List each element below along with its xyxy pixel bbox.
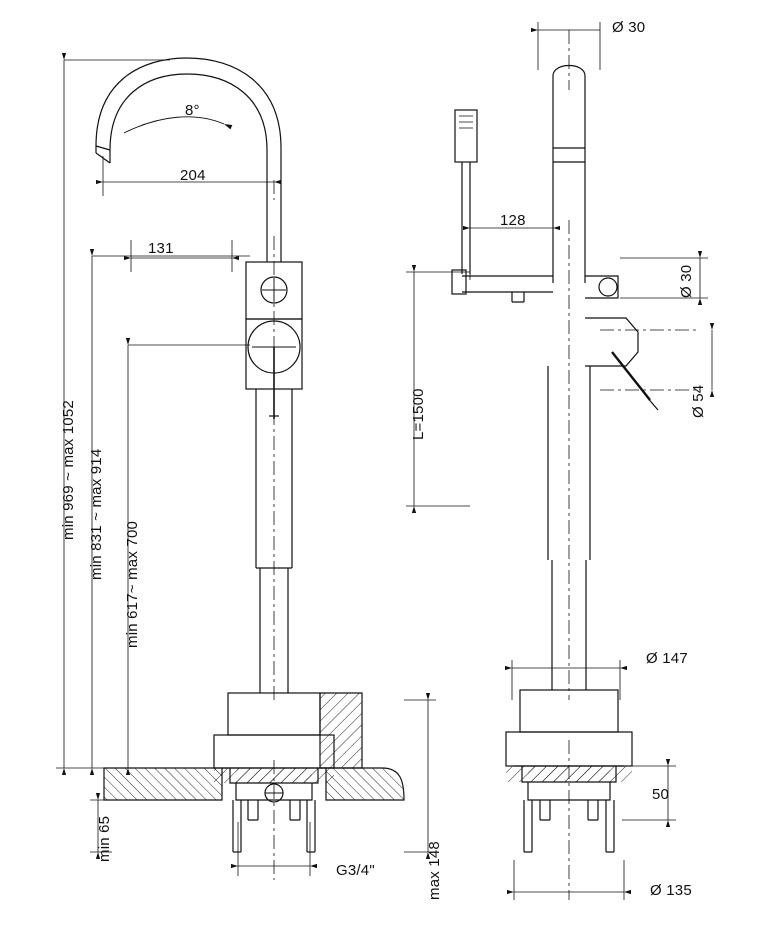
- dim-floor-min: min 65: [96, 815, 113, 862]
- dim-height-total: min 969 ~ max 1052: [60, 400, 77, 540]
- dim-base-height: 50: [652, 786, 670, 803]
- side-view-geometry: [452, 66, 658, 853]
- floor-section-front: [104, 693, 404, 800]
- dim-inlet-thread: G3/4": [336, 862, 375, 879]
- front-view-geometry: [96, 58, 334, 852]
- dim-height-low: min 617~ max 700: [124, 520, 141, 648]
- dim-base-cover-diameter: Ø 147: [646, 650, 688, 667]
- dim-handle-offset: 128: [500, 212, 526, 229]
- dim-shaft-diameter: Ø 30: [678, 264, 695, 298]
- dim-spout-offset: 131: [148, 240, 174, 257]
- dim-hose-length: L=1500: [410, 388, 427, 440]
- dim-spout-reach: 204: [180, 167, 206, 184]
- dim-spout-angle: 8°: [185, 102, 200, 119]
- dim-max-depth: max 148: [426, 841, 443, 900]
- dim-handle-diameter: Ø 54: [690, 384, 707, 418]
- dim-top-diameter: Ø 30: [612, 19, 646, 36]
- dim-height-mid: min 831 ~ max 914: [88, 448, 105, 580]
- dim-base-plate-diameter: Ø 135: [650, 882, 692, 899]
